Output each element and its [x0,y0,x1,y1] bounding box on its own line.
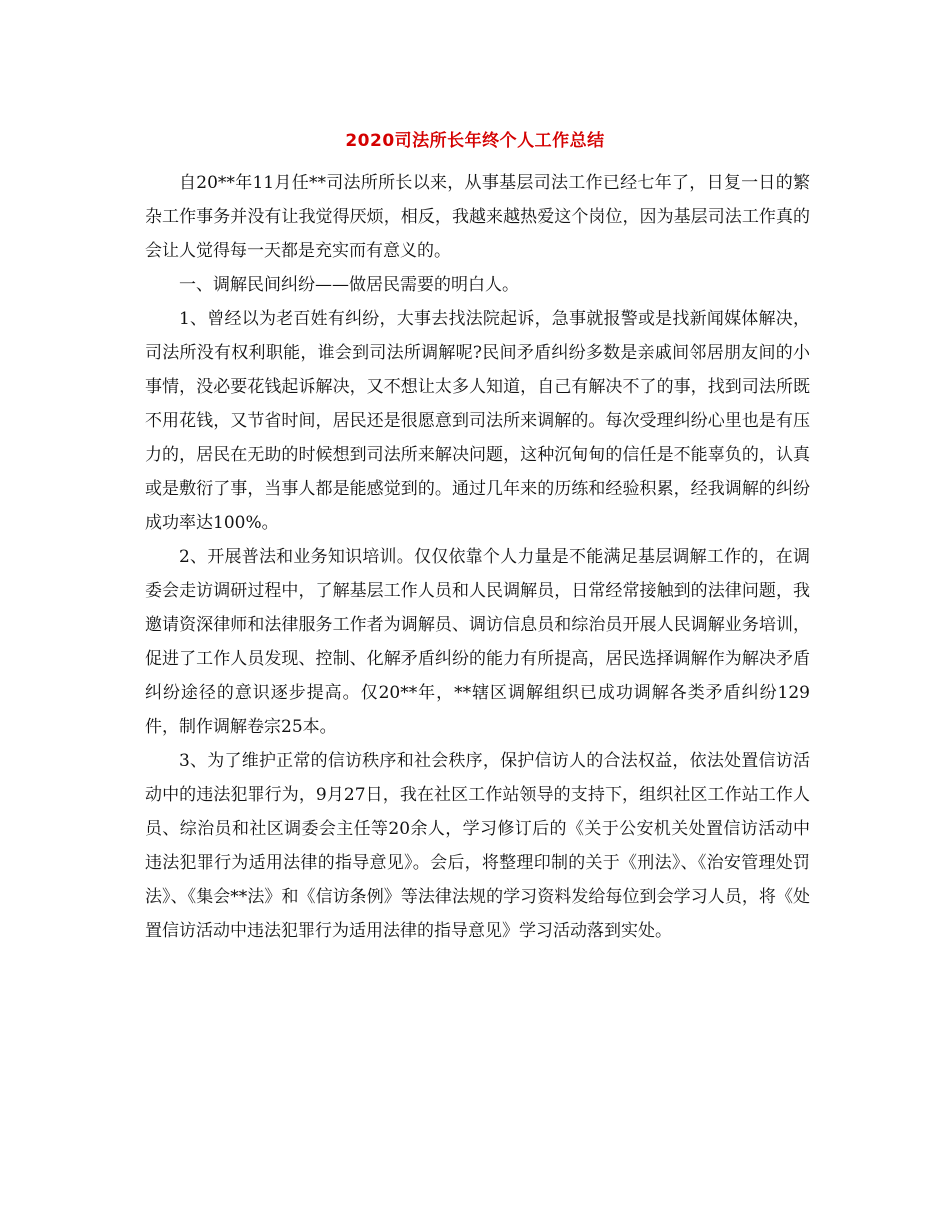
paragraph-item-3: 3、为了维护正常的信访秩序和社会秩序，保护信访人的合法权益，依法处置信访活动中的违法犯罪行为，9月27日，我在社区工作站领导的支持下，组织社区工作站工作人员、综治员和社区调委会主任等20余人，学习修订后的《关于公安机关处置信访活动中违法犯罪行为适用法律的指导意见》。会后，将整理印制的关于《刑法》、《治安管理处罚法》、《集会**法》和《信访条例》等法律法规的学习资料发给每位到会学习人员，将《处置信访活动中违法犯罪行为适用法律的指导意见》学习活动落到实处。 [145,751,810,941]
section-heading-1: 一、调解民间纠纷——做居民需要的明白人。 [179,275,519,295]
document-title: 2020司法所长年终个人工作总结 [345,131,605,151]
paragraph-item-1: 1、曾经以为老百姓有纠纷，大事去找法院起诉，急事就报警或是找新闻媒体解决，司法所没有权利职能，谁会到司法所调解呢?民间矛盾纠纷多数是亲戚间邻居朋友间的小事情，没必要花钱起诉解决，又不想让太多人知道，自己有解决不了的事，找到司法所既不用花钱，又节省时间，居民还是很愿意到司法所来调解的。每次受理纠纷心里也是有压力的，居民在无助的时候想到司法所来解决问题，这种沉甸甸的信任是不能辜负的，认真或是敷衍了事，当事人都是能感觉到的。通过几年来的历练和经验积累，经我调解的纠纷成功率达100%。 [145,309,810,533]
paragraph-item-2: 2、开展普法和业务知识培训。仅仅依靠个人力量是不能满足基层调解工作的，在调委会走访调研过程中，了解基层工作人员和人民调解员，日常经常接触到的法律问题，我邀请资深律师和法律服务工作者为调解员、调访信息员和综治员开展人民调解业务培训，促进了工作人员发现、控制、化解矛盾纠纷的能力有所提高，居民选择调解作为解决矛盾纠纷途径的意识逐步提高。仅20**年，**辖区调解组织已成功调解各类矛盾纠纷129件，制作调解卷宗25本。 [145,547,810,737]
paragraph-intro: 自20**年11月任**司法所所长以来，从事基层司法工作已经七年了，日复一日的繁杂工作事务并没有让我觉得厌烦，相反，我越来越热爱这个岗位，因为基层司法工作真的会让人觉得每一天都是充实而有意义的。 [145,173,810,261]
document-body [145,166,810,948]
